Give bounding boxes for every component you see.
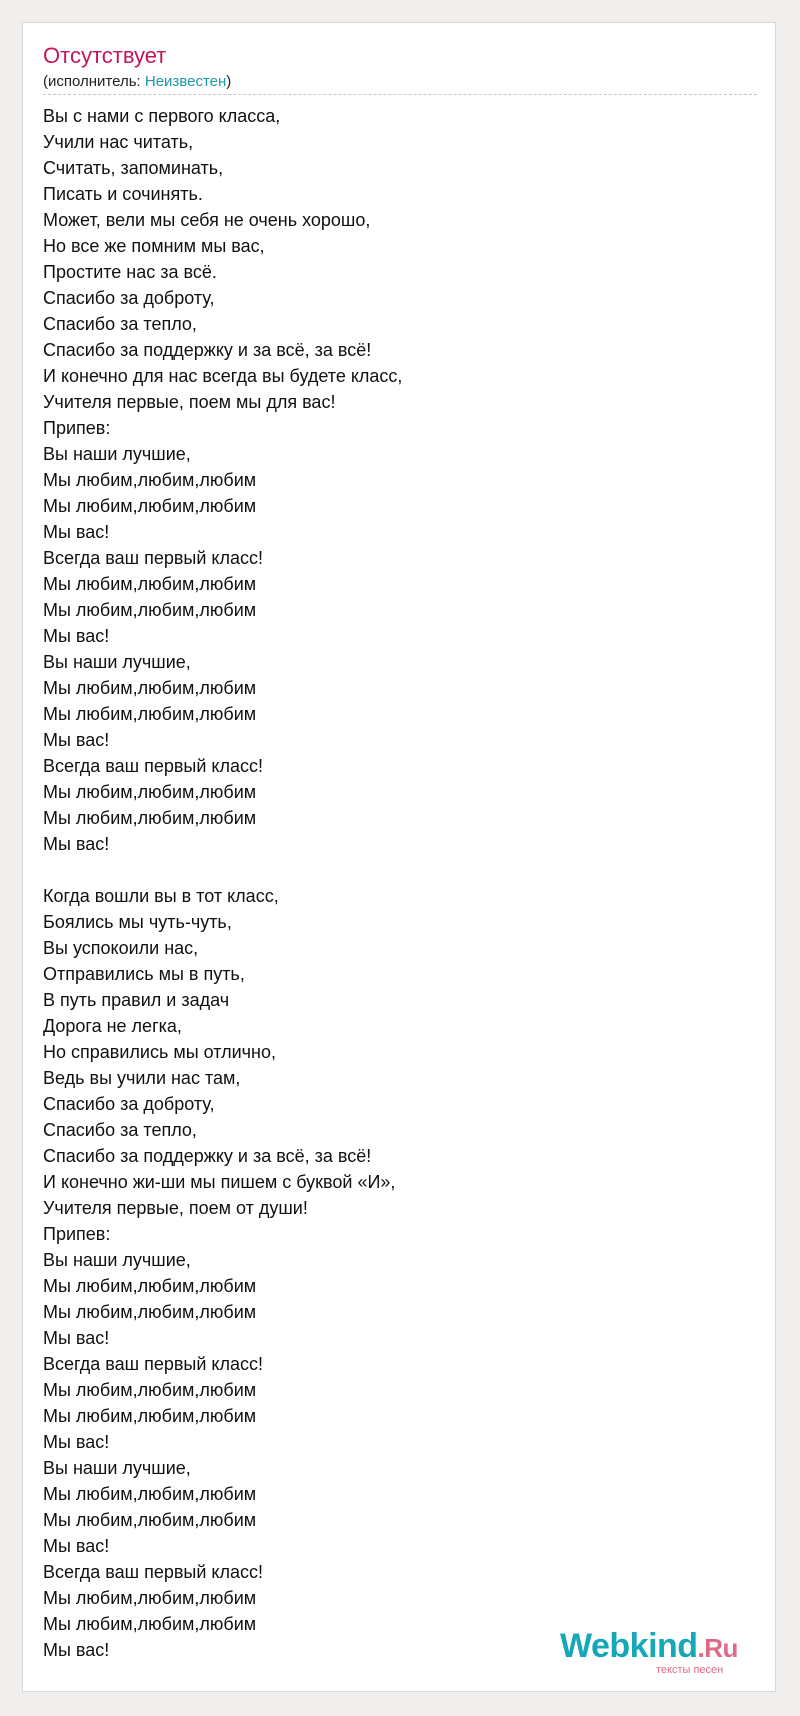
lyric-line: Всегда ваш первый класс! xyxy=(43,756,264,776)
lyric-line: Спасибо за тепло, xyxy=(43,1120,197,1140)
lyric-line: Мы любим,любим,любим xyxy=(43,808,257,828)
lyric-line: Мы любим,любим,любим xyxy=(43,470,257,490)
lyric-line: Вы наши лучшие, xyxy=(43,444,191,464)
lyric-line: Мы вас! xyxy=(43,834,110,854)
lyric-line: Мы любим,любим,любим xyxy=(43,1510,257,1530)
lyric-line: Может, вели мы себя не очень хорошо, xyxy=(43,210,371,230)
lyric-line: Спасибо за доброту, xyxy=(43,1094,215,1114)
lyric-line: Мы любим,любим,любим xyxy=(43,1484,257,1504)
lyric-line: Спасибо за поддержку и за всё, за всё! xyxy=(43,1146,372,1166)
lyric-line: Простите нас за всё. xyxy=(43,262,217,282)
webkind-logo[interactable] xyxy=(560,1626,760,1676)
lyric-line: Учили нас читать, xyxy=(43,132,194,152)
lyric-line: Мы вас! xyxy=(43,522,110,542)
logo-tagline: тексты песен xyxy=(656,1664,724,1676)
lyric-line: Дорога не легка, xyxy=(43,1016,182,1036)
lyric-line: Мы любим,любим,любим xyxy=(43,1302,257,1322)
song-title: Отсутствует xyxy=(43,43,167,68)
lyric-line: Всегда ваш первый класс! xyxy=(43,1562,264,1582)
lyric-line: Мы вас! xyxy=(43,730,110,750)
lyric-line: Мы любим,любим,любим xyxy=(43,496,257,516)
lyric-line: Мы любим,любим,любим xyxy=(43,600,257,620)
lyric-line: Вы наши лучшие, xyxy=(43,1458,191,1478)
lyric-line: Мы вас! xyxy=(43,1640,110,1660)
lyric-line: Всегда ваш первый класс! xyxy=(43,1354,264,1374)
logo-domain-text: .Ru xyxy=(697,1633,738,1663)
artist-suffix: ) xyxy=(226,73,232,90)
lyric-line: И конечно жи-ши мы пишем с буквой «И», xyxy=(43,1172,396,1192)
artist-prefix: (исполнитель: xyxy=(43,73,145,90)
lyric-line: В путь правил и задач xyxy=(43,990,230,1010)
lyric-line: Спасибо за поддержку и за всё, за всё! xyxy=(43,340,372,360)
lyric-line: Но все же помним мы вас, xyxy=(43,236,265,256)
lyric-line: Мы вас! xyxy=(43,1328,110,1348)
lyric-line: Припев: xyxy=(43,418,111,438)
lyric-line: Отправились мы в путь, xyxy=(43,964,245,984)
lyric-line: Учителя первые, поем мы для вас! xyxy=(43,392,336,412)
artist-line xyxy=(43,73,231,91)
lyric-line: Спасибо за тепло, xyxy=(43,314,197,334)
lyrics-card xyxy=(22,22,776,1692)
lyric-line: Мы любим,любим,любим xyxy=(43,1380,257,1400)
lyric-line: Мы вас! xyxy=(43,626,110,646)
lyric-line: Мы любим,любим,любим xyxy=(43,704,257,724)
logo-main-text: Webkind xyxy=(560,1627,698,1665)
lyric-line: Вы с нами с первого класса, xyxy=(43,106,281,126)
lyric-line: Писать и сочинять. xyxy=(43,184,203,204)
lyric-line: Мы любим,любим,любим xyxy=(43,1614,257,1634)
title-divider xyxy=(43,94,757,95)
lyric-line: Спасибо за доброту, xyxy=(43,288,215,308)
lyric-line: Мы вас! xyxy=(43,1536,110,1556)
lyric-line: Ведь вы учили нас там, xyxy=(43,1068,241,1088)
lyric-line: Считать, запоминать, xyxy=(43,158,224,178)
lyric-line: Учителя первые, поем от души! xyxy=(43,1198,308,1218)
logo-wordmark xyxy=(560,1626,738,1668)
lyric-line: Вы наши лучшие, xyxy=(43,1250,191,1270)
lyric-stanza-break xyxy=(43,857,743,883)
lyrics-text xyxy=(43,103,743,1663)
lyric-line: Когда вошли вы в тот класс, xyxy=(43,886,279,906)
lyric-line: Мы любим,любим,любим xyxy=(43,678,257,698)
lyric-line: Мы любим,любим,любим xyxy=(43,1406,257,1426)
lyric-line: Припев: xyxy=(43,1224,111,1244)
lyric-line: Мы любим,любим,любим xyxy=(43,1276,257,1296)
artist-link[interactable]: Неизвестен xyxy=(144,73,227,90)
lyric-line: Вы наши лучшие, xyxy=(43,652,191,672)
lyric-line: И конечно для нас всегда вы будете класс, xyxy=(43,366,403,386)
lyric-line: Мы вас! xyxy=(43,1432,110,1452)
lyric-line: Но справились мы отлично, xyxy=(43,1042,276,1062)
lyric-line: Вы успокоили нас, xyxy=(43,938,199,958)
lyric-line: Мы любим,любим,любим xyxy=(43,574,257,594)
lyric-line: Боялись мы чуть-чуть, xyxy=(43,912,232,932)
lyric-line: Всегда ваш первый класс! xyxy=(43,548,264,568)
lyric-line: Мы любим,любим,любим xyxy=(43,782,257,802)
lyric-line: Мы любим,любим,любим xyxy=(43,1588,257,1608)
